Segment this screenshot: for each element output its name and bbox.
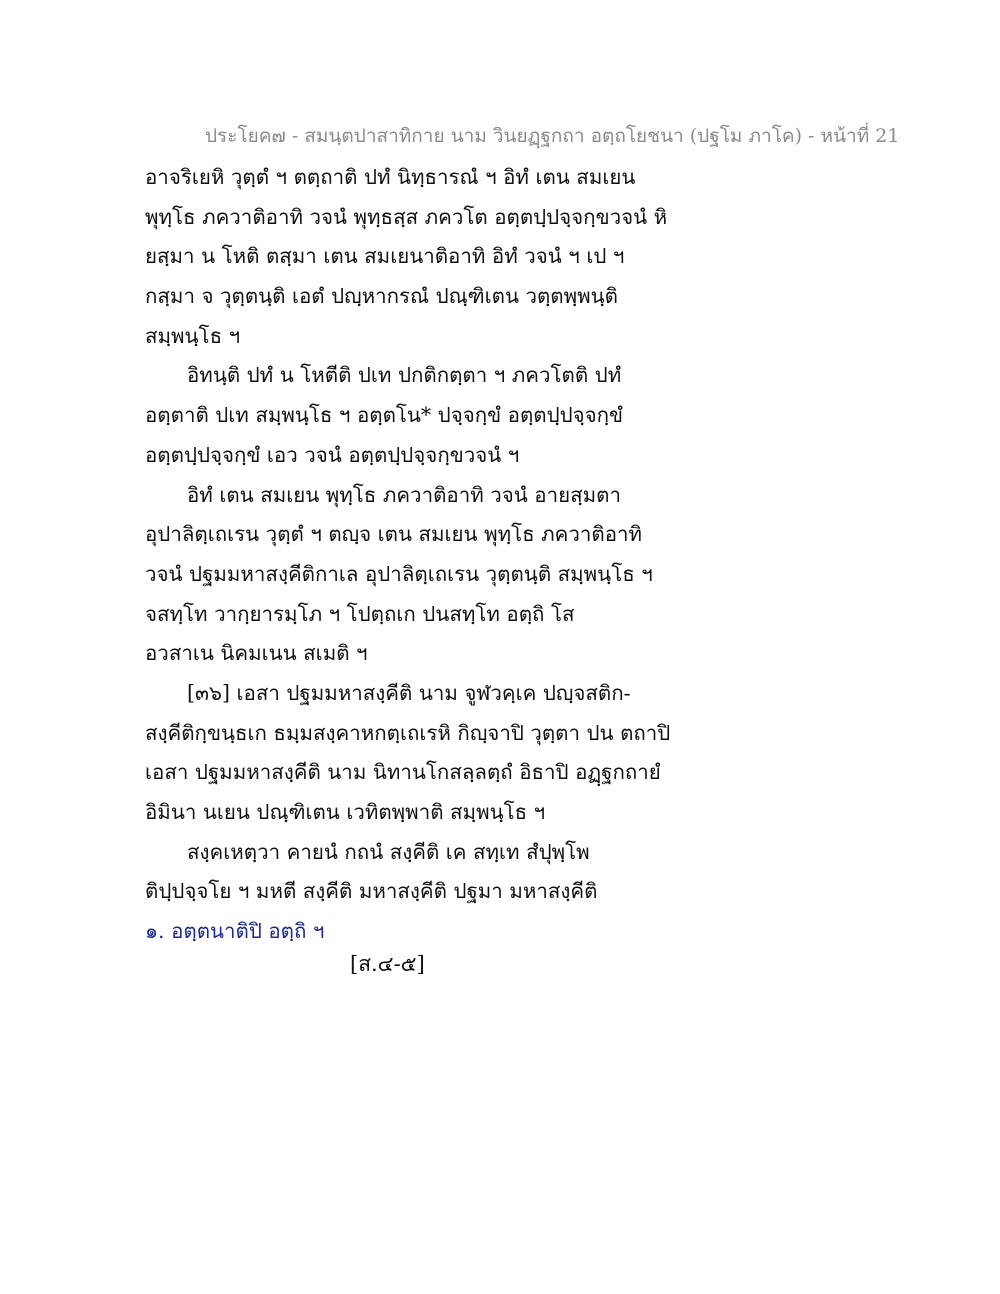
- text-line: กสฺมา จ วุตฺตนฺติ เอตํ ปญฺหากรณํ ปณฺฑิเตน วตฺตพฺพนฺติ: [145, 284, 618, 309]
- page-header: ประโยค๗ - สมนฺตปาสาทิกาย นาม วินยฏฺฐกถา อตฺถโยชนา (ปฐโม ภาโค) - หน้าที่ 21: [205, 125, 900, 147]
- body-text: [145, 158, 845, 952]
- text-line: จสทฺโท วากฺยารมฺโภ ฯ โปตฺถเก ปนสทฺโท อตฺถิ โส: [145, 601, 575, 626]
- footnote: [145, 912, 845, 952]
- text-line: ติปฺปจฺจโย ฯ มหตี สงฺคีติ มหาสงฺคีติ ปฐมา มหาสงฺคีติ: [145, 879, 598, 904]
- text-line: พุทฺโธ ภควาติอาทิ วจนํ พุทฺธสฺส ภควโต อตฺตปฺปจฺจกฺขวจนํ หิ: [145, 204, 668, 229]
- text-line: เอสา ปฐมมหาสงฺคีติ นาม นิทานโกสลฺลตฺถํ อิธาปิ อฏฺฐกถายํ: [145, 760, 661, 785]
- text-line: อุปาลิตฺเถเรน วุตฺตํ ฯ ตญฺจ เตน สมเยน พุทฺโธ ภควาติอาทิ: [145, 522, 643, 547]
- paragraph-start-line: อิทํ เตน สมเยน พุทฺโธ ภควาติอาทิ วจนํ อายสฺมตา: [187, 482, 621, 507]
- text-line: สงฺคีติกฺขนฺธเก ธมฺมสงฺคาหกตฺเถเรหิ กิญฺจาปิ วุตฺตา ปน ตถาปิ: [145, 720, 671, 745]
- footnote-marker: ๑.: [145, 919, 165, 944]
- paragraph-start-line: อิทนฺติ ปทํ น โหตีติ ปเท ปกติกตฺตา ฯ ภควโตติ ปทํ: [187, 363, 622, 388]
- text-line: อวสาเน นิคมเนน สเมติ ฯ: [145, 641, 368, 666]
- text-line: อาจริเยหิ วุตฺตํ ฯ ตตฺถาติ ปทํ นิทฺธารณํ ฯ อิทํ เตน สมเยน: [145, 165, 636, 189]
- text-line: อิมินา นเยน ปณฺฑิเตน เวทิตพฺพาติ สมฺพนฺโธ ฯ: [145, 800, 546, 824]
- text-line: อตฺตาติ ปเท สมฺพนฺโธ ฯ อตฺตโน* ปจฺจกฺขํ อตฺตปฺปจฺจกฺขํ: [145, 403, 624, 428]
- paragraph-start-line: [๓๖] เอสา ปฐมมหาสงฺคีติ นาม จูฬวคฺเค ปญฺจสติก-: [187, 680, 631, 705]
- text-line: ยสฺมา น โหติ ตสฺมา เตน สมเยนาติอาทิ อิทํ วจนํ ฯ เป ฯ: [145, 244, 625, 269]
- footnote-text: อตฺตนาติปิ อตฺถิ ฯ: [171, 919, 325, 944]
- text-line: อตฺตปฺปจฺจกฺขํ เอว วจนํ อตฺตปฺปจฺจกฺขวจนํ ฯ: [145, 442, 520, 467]
- page-reference: [ส.๔-๕]: [350, 952, 425, 976]
- text-line: วจนํ ปฐมมหาสงฺคีติกาเล อุปาลิตฺเถเรน วุตฺตนฺติ สมฺพนฺโธ ฯ: [145, 561, 653, 586]
- text-line: สมฺพนฺโธ ฯ: [145, 323, 241, 348]
- paragraph-start-line: สงฺคเหตฺวา คายนํ กถนํ สงฺคีติ เค สทฺเท สํปุพฺโพ: [187, 839, 590, 864]
